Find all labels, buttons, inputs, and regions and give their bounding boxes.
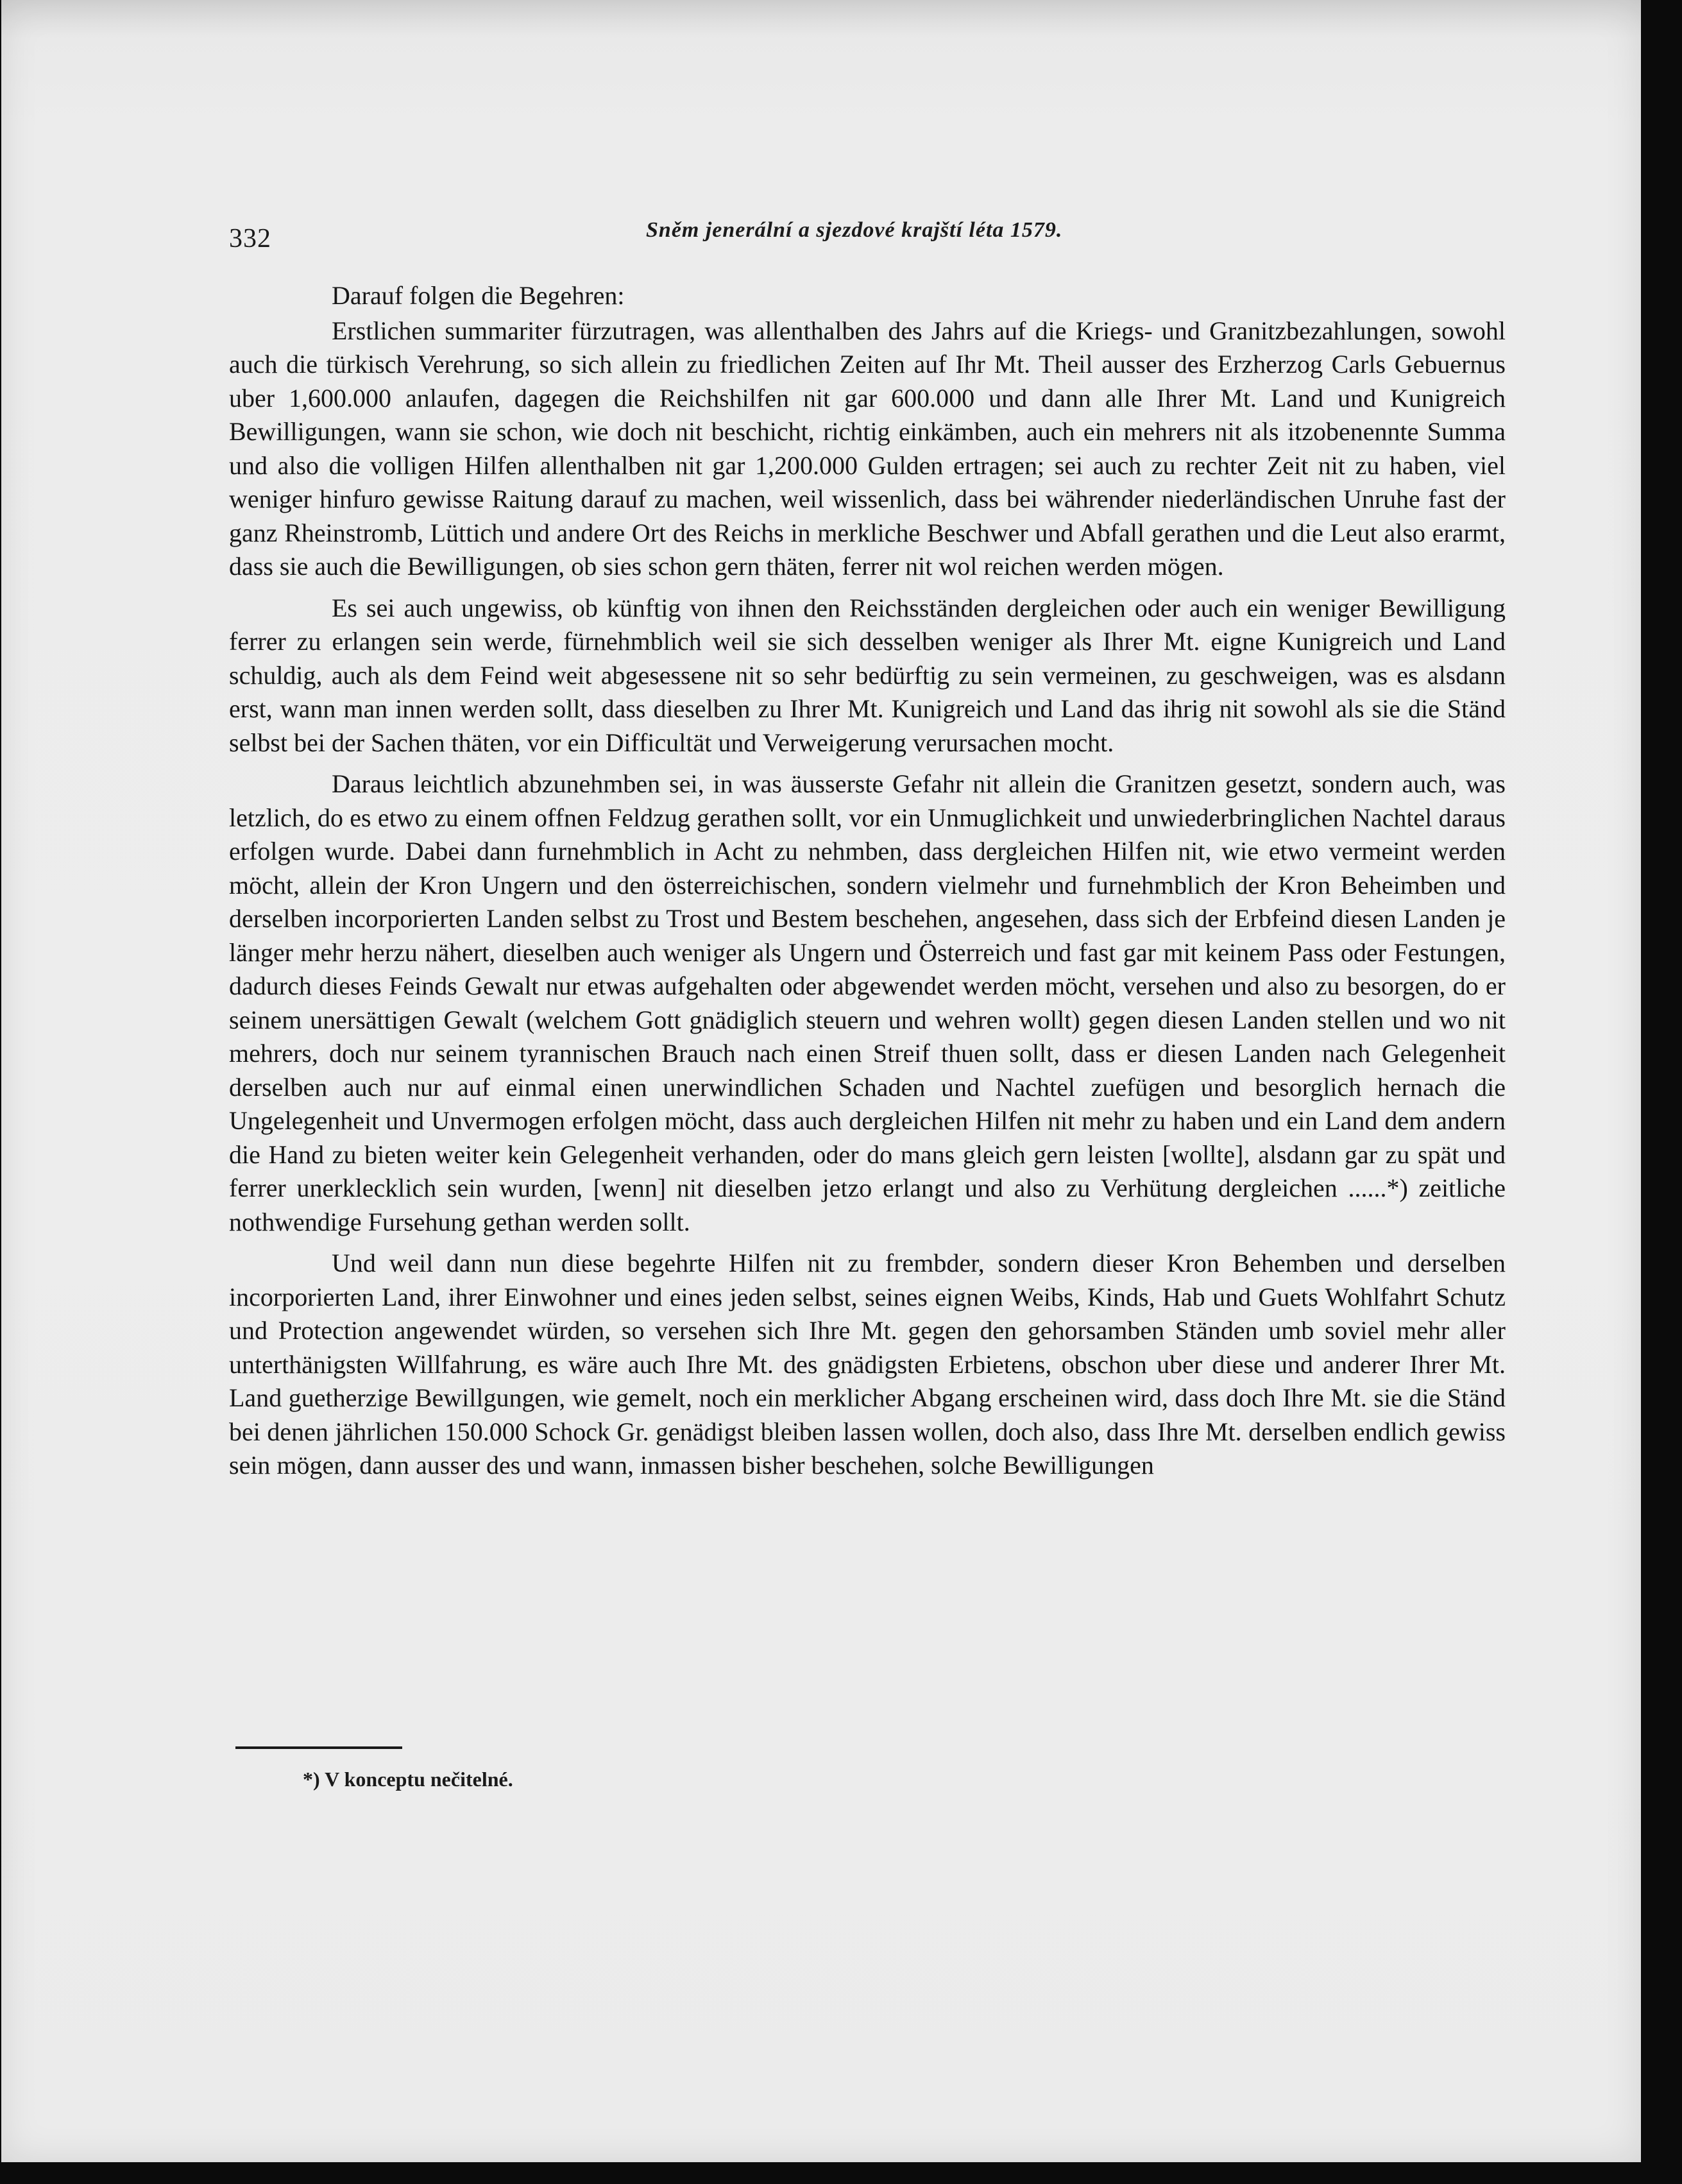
page-header	[229, 218, 1506, 257]
paragraph-4: Und weil dann nun diese begehrte Hilfen nit zu frembder, sondern dieser Kron Behemben und derselben incorporierten Land, ihrer Einwohner und eines jeden selbst, seines eignen Weibs, Kinds, Hab und Guets Wohlfahrt Schutz und Protection angewendet würden, so versehen sich Ihre Mt. gegen den gehorsamben Ständen umb soviel mehr aller unterthänigsten Willfahrung, es wäre auch Ihre Mt. des gnädigsten Erbietens, obschon uber diese und anderer Ihrer Mt. Land guetherzige Bewillgungen, wie gemelt, noch ein merklicher Abgang erscheinen wird, dass doch Ihre Mt. sie die Ständ bei denen jährlichen 150.000 Schock Gr. genädigst bleiben lassen wollen, doch also, dass Ihre Mt. derselben endlich gewiss sein mögen, dann ausser des und wann, inmassen bisher beschehen, solche Bewilligungen	[229, 1249, 1506, 1480]
intro-line: Darauf folgen die Begehren:	[332, 281, 625, 310]
page-number: 332	[229, 224, 271, 253]
footnote-separator	[235, 1746, 402, 1749]
paragraph-1: Erstlichen summariter fürzutragen, was allenthalben des Jahrs auf die Kriegs- und Granitzbezahlungen, sowohl auch die türkisch Verehrung, so sich allein zu friedlichen Zeiten auf Ihr Mt. Theil ausser des Erzherzog Carls Gebuernus uber 1,600.000 anlaufen, dagegen die Reichshilfen nit gar 600.000 und dann alle Ihrer Mt. Land und Kunigreich Bewilligungen, wann sie schon, wie doch nit beschicht, richtig einkämben, auch ein mehrers nit als itzobenennte Summa und also die volligen Hilfen allenthalben nit gar 1,200.000 Gulden ertragen; sei auch zu rechter Zeit nit zu haben, viel weniger hinfuro gewisse Raitung darauf zu machen, weil wissenlich, dass bei währender niederländischen Unruhe fast der ganz Rheinstromb, Lüttich und andere Ort des Reichs in merkliche Beschwer und Abfall gerathen und die Leut also erarmt, dass sie auch die Bewilligungen, ob sies schon gern thäten, ferrer nit wol reichen werden mögen.	[229, 316, 1506, 581]
body-text	[229, 279, 1506, 1490]
running-title: Sněm jenerální a sjezdové krajští léta 1579.	[646, 218, 1063, 242]
document-page	[1, 0, 1641, 2162]
footnote: *) V konceptu nečitelné.	[303, 1768, 513, 1791]
paragraph-2: Es sei auch ungewiss, ob künftig von ihnen den Reichsständen dergleichen oder auch ein weniger Bewilligung ferrer zu erlangen sein werde, fürnehmblich weil sie sich desselben weniger als Ihrer Mt. eigne Kunigreich und Land schuldig, auch als dem Feind weit abgesessene nit so sehr bedürftig zu sein vermeinen, zu geschweigen, was es alsdann erst, wann man innen werden sollt, dass dieselben zu Ihrer Mt. Kunigreich und Land das ihrig nit sowohl als sie die Ständ selbst bei der Sachen thäten, vor ein Difficultät und Verweigerung verursachen mocht.	[229, 593, 1506, 757]
paragraph-3: Daraus leichtlich abzunehmben sei, in was äusserste Gefahr nit allein die Granitzen gesetzt, sondern auch, was letzlich, do es etwo zu einem offnen Feldzug gerathen sollt, vor ein Unmuglichkeit und unwiederbringlichen Nachtel daraus erfolgen wurde. Dabei dann furnehmblich in Acht zu nehmben, dass dergleichen Hilfen nit, wie etwo vermeint werden möcht, allein der Kron Ungern und den österreichischen, sondern vielmehr und furnehmblich der Kron Beheimben und derselben incorporierten Landen selbst zu Trost und Bestem beschehen, angesehen, dass sich der Erbfeind diesen Landen je länger mehr herzu nähert, dieselben auch weniger als Ungern und Österreich und fast gar mit keinem Pass oder Festungen, dadurch dieses Feinds Gewalt nur etwas aufgehalten oder abgewendet werden möcht, versehen und also zu besorgen, do er seinem unersättigen Gewalt (welchem Gott gnädiglich steuern und wehren wollt) gegen diesen Landen stellen und wo nit mehrers, doch nur seinem tyrannischen Brauch nach einen Streif thuen sollt, dass er diesen Landen nach Gelegenheit derselben auch nur auf einmal einen unerwindlichen Schaden und Nachtel zuefügen und besorglich hernach die Ungelegenheit und Unvermogen erfolgen möcht, dass auch dergleichen Hilfen nit mehr zu haben und ein Land dem andern die Hand zu bieten weiter kein Gelegenheit verhanden, oder do mans gleich gern leisten [wollte], alsdann gar zu spät und ferrer unerklecklich sein wurden, [wenn] nit dieselben jetzo erlangt und also zu Verhütung dergleichen ......*) zeitliche nothwendige Fursehung gethan werden sollt.	[229, 769, 1506, 1236]
